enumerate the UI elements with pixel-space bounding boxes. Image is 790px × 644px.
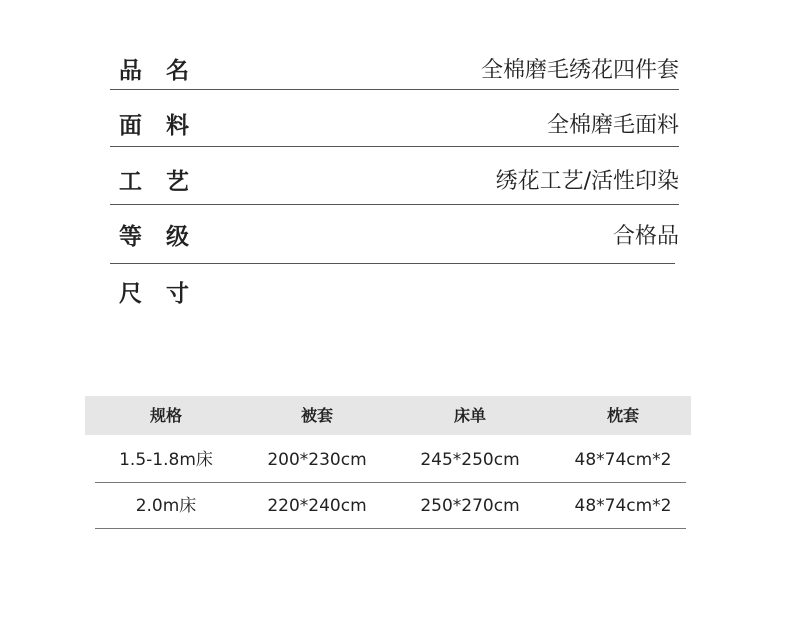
divider [110, 89, 679, 90]
spec-label: 尺寸 [119, 281, 213, 307]
table-cell: 200*230cm [267, 450, 367, 470]
table-cell: 48*74cm*2 [574, 450, 672, 470]
divider [110, 146, 679, 147]
table-header [85, 396, 691, 435]
table-cell: 220*240cm [267, 496, 367, 516]
table-header-cell: 枕套 [606, 406, 639, 425]
spec-value: 合格品 [612, 224, 679, 249]
spec-row-grade [110, 221, 679, 265]
table-cell: 48*74cm*2 [574, 496, 672, 516]
table-header-cell: 床单 [453, 406, 486, 425]
spec-label: 工艺 [119, 169, 213, 195]
spec-label: 品名 [119, 58, 213, 84]
spec-row-size [110, 278, 679, 322]
table-divider [95, 528, 686, 529]
table-cell: 2.0m床 [135, 496, 197, 516]
spec-label: 等级 [119, 224, 213, 250]
spec-value: 全棉磨毛面料 [546, 113, 679, 138]
spec-row-name [110, 55, 679, 99]
spec-value: 绣花工艺/活性印染 [495, 169, 679, 194]
table-header-cell: 规格 [149, 406, 182, 425]
divider [110, 204, 679, 205]
table-cell: 245*250cm [420, 450, 520, 470]
divider [110, 263, 675, 264]
table-divider [95, 482, 686, 483]
spec-value: 全棉磨毛绣花四件套 [480, 58, 679, 83]
table-cell: 250*270cm [420, 496, 520, 516]
table-header-cell: 被套 [300, 406, 333, 425]
spec-label: 面料 [119, 113, 213, 139]
spec-row-fabric [110, 110, 679, 154]
table-cell: 1.5-1.8m床 [119, 450, 213, 470]
